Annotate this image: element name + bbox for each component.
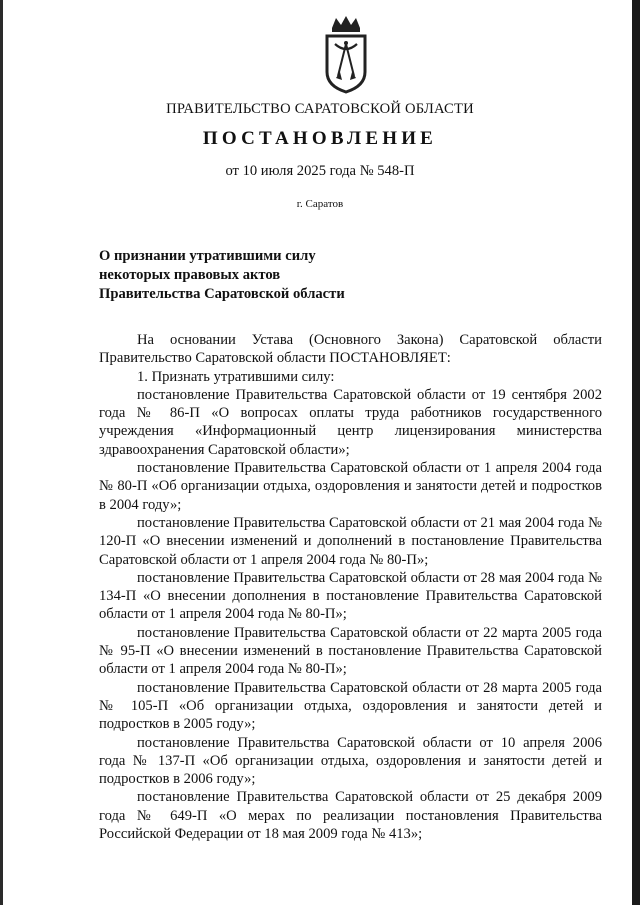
body-paragraph: постановление Правительства Саратовской области от 22 марта 2005 года № 95-П «О внесении изменений в постановление Правительства Саратовской области от 1 апреля 2004 года № 80-П»; [99, 624, 602, 678]
body-paragraph: постановление Правительства Саратовской области от 21 мая 2004 года № 120-П «О внесении изменений и дополнений в постановление Правительства Саратовской области от 1 апреля 2004 года № 80-П»; [99, 514, 602, 568]
document-city: г. Саратов [296, 198, 344, 210]
title-line: некоторых правовых актов [99, 267, 281, 283]
body-paragraph: постановление Правительства Саратовской области от 10 апреля 2006 года № 137-П «Об организации отдыха, оздоровления и занятости детей и подростков в 2006 году»; [99, 734, 602, 788]
body-paragraph: постановление Правительства Саратовской области от 28 мая 2004 года № 134-П «О внесении дополнения в постановление Правительства Саратовской области от 1 апреля 2004 года № 80-П»; [99, 569, 602, 623]
document-body [99, 331, 602, 843]
body-paragraph: постановление Правительства Саратовской области от 28 марта 2005 года № 105-П «Об организации отдыха, оздоровления и занятости детей и подростков в 2005 году»; [99, 679, 602, 733]
title-line: Правительства Саратовской области [99, 286, 345, 302]
document-type: ПОСТАНОВЛЕНИЕ [202, 128, 438, 149]
body-paragraph: постановление Правительства Саратовской области от 19 сентября 2002 года № 86-П «О вопросах оплаты труда работников государственного учреждения «Информационный центр лицензирования министерства здравоохранения Саратовской области»; [99, 386, 602, 458]
government-name: ПРАВИТЕЛЬСТВО САРАТОВСКОЙ ОБЛАСТИ [166, 101, 474, 117]
body-paragraph: 1. Признать утратившими силу: [137, 368, 335, 385]
title-line: О признании утратившими силу [99, 248, 316, 264]
body-paragraph: постановление Правительства Саратовской области от 25 декабря 2009 года № 649-П «О мерах по реализации постановления Правительства Российской Федерации от 18 мая 2009 года № 413»; [99, 789, 602, 843]
saratov-coat-of-arms-icon [318, 14, 374, 94]
document-title [99, 247, 419, 304]
body-paragraph: постановление Правительства Саратовской области от 1 апреля 2004 года № 80-П «Об организации отдыха, оздоровления и занятости детей и подростков в 2004 году»; [99, 460, 602, 513]
body-paragraph: На основании Устава (Основного Закона) Саратовской области Правительство Саратовской области ПОСТАНОВЛЯЕТ: [99, 332, 602, 367]
document-date-number: от 10 июля 2025 года № 548-П [225, 163, 415, 179]
